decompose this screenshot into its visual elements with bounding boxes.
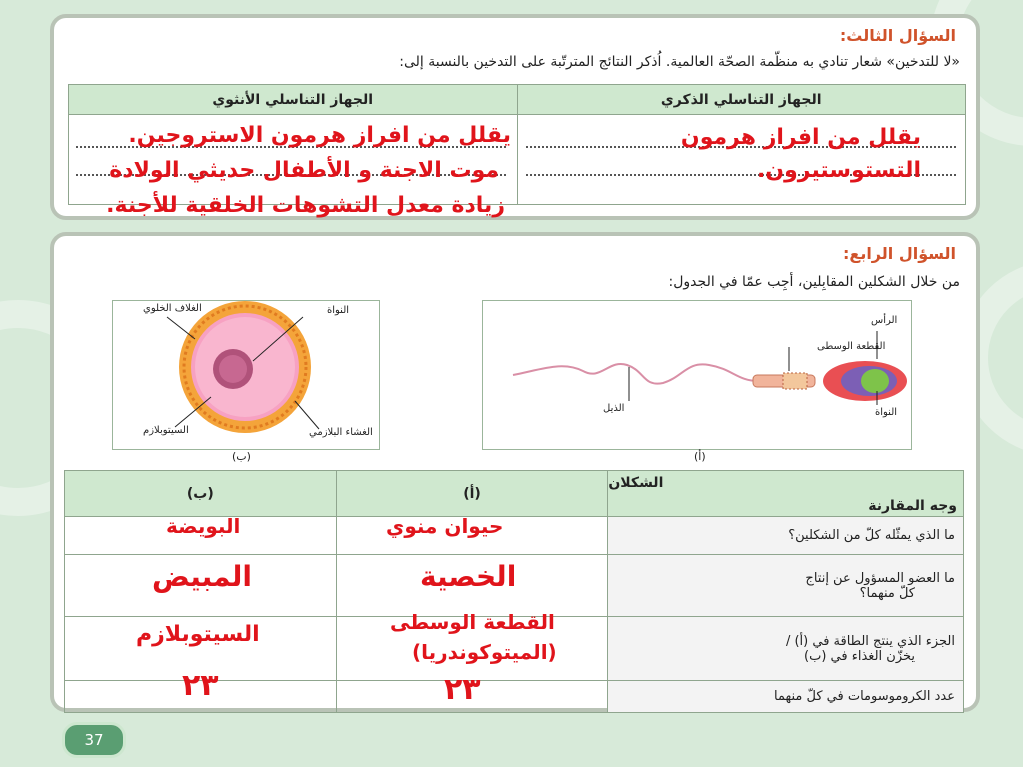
- row4-question: عدد الكروموسومات في كلّ منهما: [608, 681, 964, 713]
- label-tail: الذيل: [603, 403, 625, 414]
- label-head: الرأس: [871, 315, 898, 326]
- header-a: (أ): [336, 471, 608, 517]
- label-egg-nucleus: النواة: [327, 305, 350, 316]
- label-sperm-nucleus: النواة: [875, 407, 898, 418]
- label-plasma-membrane: الغشاء البلازمي: [309, 427, 373, 438]
- answer-female-line-2: موت الاجنة و الأطفال حديثي الولادة: [109, 158, 499, 183]
- row3-question-line-2: يخزّن الغذاء في (ب): [804, 648, 915, 664]
- column-female: الجهاز التناسلي الأنثوي: [69, 85, 518, 115]
- row2-question-line-1: ما العضو المسؤول عن إنتاج: [805, 570, 955, 586]
- row3-question: [608, 617, 964, 681]
- answer-female-line-3: زيادة معدل التشوهات الخلقية للأجنة.: [106, 193, 505, 218]
- answer-row1-b: البويضة: [166, 514, 241, 538]
- answer-male-line-1: يقلل من افراز هرمون: [680, 125, 921, 150]
- sperm-illustration: [483, 301, 911, 449]
- answer-row1-a: حيوان منوي: [386, 514, 504, 538]
- header-b: (ب): [65, 471, 337, 517]
- answer-male-line-2: التستوستيرون.: [756, 158, 921, 183]
- header-shapes-label: الشكلان: [608, 475, 664, 491]
- label-cell-envelope: الغلاف الخلوي: [143, 303, 202, 314]
- question-3-title: السؤال الثالث:: [839, 26, 956, 45]
- row2-question: [608, 555, 964, 617]
- column-male: الجهاز التناسلي الذكري: [517, 85, 966, 115]
- header-shapes: [608, 471, 964, 517]
- answer-row3-b: السيتوبلازم: [136, 622, 260, 647]
- answer-row4-a: ٢٣: [444, 672, 481, 707]
- row1-question: ما الذي يمثّله كلّ من الشكلين؟: [608, 517, 964, 555]
- question-4-title: السؤال الرابع:: [842, 244, 956, 263]
- answer-female-line-1: يقلل من افراز هرمون الاستروجين.: [128, 123, 511, 148]
- label-cytoplasm: السيتوبلازم: [143, 425, 189, 436]
- answer-row3-a-line-2: (الميتوكوندريا): [412, 640, 557, 664]
- figure-a-caption: (أ): [694, 450, 706, 463]
- question-4-prompt: من خلال الشكلين المقابِلين، أجِب عمّا في الجدول:: [668, 274, 960, 290]
- row3-question-line-1: الجزء الذي ينتج الطاقة في (أ) /: [785, 633, 955, 649]
- answer-row4-b: ٢٣: [182, 668, 219, 703]
- figure-a-sperm: [482, 300, 912, 450]
- answer-row2-a: الخصية: [420, 560, 517, 593]
- question-3-prompt: «لا للتدخين» شعار تنادي به منظّمة الصحّة العالمية. اُذكر النتائج المترتّبة على التدخين بالنسبة إلى:: [399, 54, 960, 70]
- header-compare-label: وجه المقارنة: [868, 498, 957, 514]
- answer-row2-b: المبيض: [152, 560, 252, 593]
- row2-question-line-2: كلّ منهما؟: [859, 585, 915, 601]
- figure-b-egg: [112, 300, 380, 450]
- page-number-badge: 37: [62, 722, 126, 758]
- label-midpiece: القطعة الوسطى: [817, 341, 886, 352]
- answer-row3-a-line-1: القطعة الوسطى: [390, 610, 555, 634]
- figure-b-caption: (ب): [232, 450, 251, 463]
- question-3-box: [50, 14, 980, 220]
